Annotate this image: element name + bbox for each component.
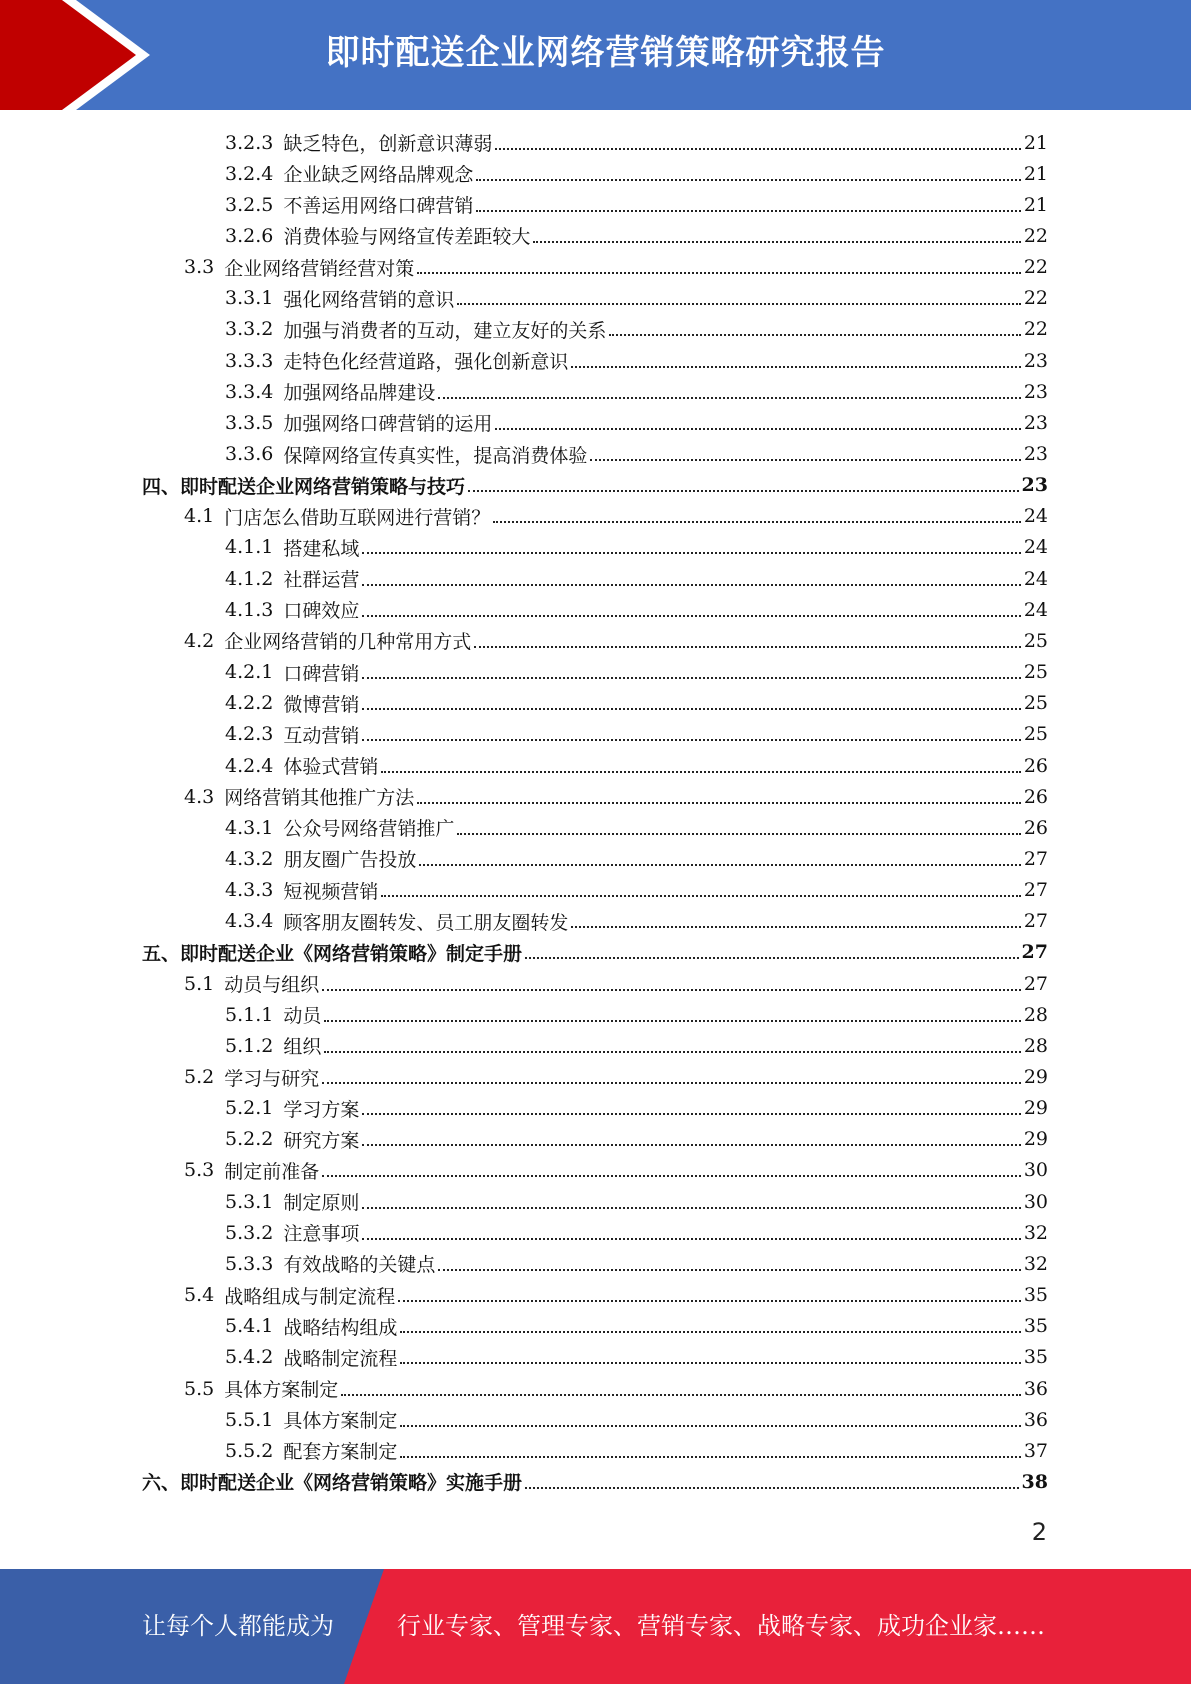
toc-entry-page: 25	[1023, 661, 1048, 684]
toc-entry-number: 5.5.1	[225, 1408, 274, 1431]
toc-entry-number: 4.1.2	[225, 567, 274, 590]
toc-entry-page: 22	[1023, 287, 1048, 310]
toc-entry-number: 4.2.2	[225, 692, 274, 715]
toc-entry-number: 4.3.4	[225, 910, 274, 933]
toc-dot-leader	[525, 1487, 1019, 1489]
toc-entry[interactable]	[142, 470, 1048, 501]
toc-dot-leader	[571, 366, 1020, 368]
toc-dot-leader	[438, 397, 1020, 399]
toc-entry-page: 23	[1023, 349, 1048, 372]
toc-dot-leader	[362, 1207, 1020, 1209]
toc-entry-number: 4.1.1	[225, 536, 274, 559]
toc-entry-number: 4.1.3	[225, 598, 274, 621]
toc-entry-number: 4.3.2	[225, 847, 274, 870]
toc-entry-page: 23	[1023, 380, 1048, 403]
toc-dot-leader	[400, 1456, 1020, 1458]
toc-entry[interactable]	[225, 563, 1048, 594]
toc-entry-number: 4.2.4	[225, 754, 274, 777]
toc-dot-leader	[438, 1269, 1020, 1271]
toc-entry[interactable]	[225, 1124, 1048, 1155]
toc-entry-title: 战略组成与制定流程	[224, 1285, 396, 1308]
toc-entry-title: 配套方案制定	[283, 1441, 398, 1464]
toc-entry-number: 4.2.3	[225, 723, 274, 746]
toc-entry-title: 即时配送企业《网络营销策略》实施手册	[180, 1472, 523, 1495]
toc-entry-title: 保障网络宣传真实性，提高消费体验	[283, 444, 588, 467]
toc-entry-title: 具体方案制定	[224, 1379, 339, 1401]
toc-entry-title: 强化网络营销的意识	[283, 288, 455, 311]
toc-entry-page: 24	[1023, 505, 1048, 528]
toc-dot-leader	[398, 1300, 1021, 1302]
toc-entry[interactable]	[184, 1062, 1048, 1093]
toc-entry-title: 不善运用网络口碑营销	[283, 195, 474, 218]
toc-entry-page: 35	[1023, 1315, 1048, 1338]
toc-entry[interactable]	[225, 999, 1048, 1030]
toc-entry-page: 28	[1023, 1003, 1048, 1026]
toc-dot-leader	[476, 210, 1020, 212]
toc-dot-leader	[324, 1051, 1020, 1053]
footer-roles: 行业专家、管理专家、营销专家、战略专家、成功企业家……	[397, 1612, 1045, 1640]
toc-entry-title: 加强网络口碑营销的运用	[283, 413, 493, 436]
toc-dot-leader	[362, 615, 1020, 617]
toc-entry[interactable]	[225, 1093, 1048, 1124]
toc-entry-number: 4.3.1	[225, 816, 274, 839]
toc-dot-leader	[362, 1113, 1020, 1115]
toc-entry[interactable]	[225, 657, 1048, 688]
toc-entry-number: 5.3.2	[225, 1221, 274, 1244]
toc-dot-leader	[590, 459, 1020, 461]
toc-dot-leader	[400, 1331, 1020, 1333]
toc-entry-title: 即时配送企业网络营销策略与技巧	[180, 475, 466, 498]
toc-entry[interactable]	[225, 1186, 1048, 1217]
toc-entry-title: 网络营销其他推广方法	[224, 787, 415, 810]
toc-entry-title: 企业网络营销的几种常用方式	[224, 631, 472, 654]
toc-entry-title: 企业网络营销经营对策	[224, 257, 415, 280]
toc-entry-number: 3.2.4	[225, 162, 274, 185]
toc-entry-page: 25	[1023, 692, 1048, 715]
toc-dot-leader	[474, 646, 1021, 648]
toc-entry[interactable]	[225, 345, 1048, 376]
toc-entry-number: 5.3.1	[225, 1190, 274, 1213]
toc-entry-page: 29	[1023, 1097, 1048, 1120]
toc-entry-title: 微博营销	[283, 693, 360, 716]
toc-entry-number: 六、	[142, 1472, 181, 1495]
toc-entry[interactable]	[225, 812, 1048, 843]
toc-entry-title: 有效战略的关键点	[283, 1254, 436, 1277]
toc-dot-leader	[341, 1394, 1021, 1396]
toc-dot-leader	[571, 926, 1020, 928]
toc-entry-number: 5.2.1	[225, 1097, 274, 1120]
toc-entry[interactable]	[225, 283, 1048, 314]
toc-entry[interactable]	[184, 1280, 1048, 1311]
toc-entry-title: 门店怎么借助互联网进行营销？	[224, 506, 491, 529]
toc-entry-page: 29	[1023, 1066, 1048, 1088]
toc-entry[interactable]	[225, 1435, 1048, 1466]
toc-entry-number: 4.2	[184, 629, 215, 652]
toc-entry[interactable]	[225, 189, 1048, 220]
toc-entry-number: 3.3.5	[225, 411, 274, 434]
toc-entry-title: 互动营销	[283, 724, 360, 747]
toc-entry-page: 23	[1023, 411, 1048, 434]
toc-entry-title: 短视频营销	[283, 880, 379, 903]
page-number: 2	[1031, 1518, 1047, 1546]
toc-entry-page: 36	[1023, 1377, 1048, 1400]
toc-entry-page: 38	[1021, 1470, 1048, 1493]
toc-entry-number: 四、	[142, 475, 181, 498]
toc-dot-leader	[417, 802, 1021, 804]
toc-entry-page: 26	[1023, 816, 1048, 839]
toc-entry-page: 32	[1023, 1252, 1048, 1275]
toc-entry[interactable]	[225, 1311, 1048, 1342]
toc-entry-number: 5.3	[184, 1159, 215, 1182]
toc-entry-page: 27	[1023, 910, 1048, 933]
toc-dot-leader	[381, 771, 1020, 773]
toc-entry-number: 3.3.2	[225, 318, 274, 341]
toc-dot-leader	[324, 1020, 1020, 1022]
toc-entry[interactable]	[225, 906, 1048, 937]
toc-entry[interactable]	[184, 625, 1048, 656]
toc-entry[interactable]	[142, 937, 1048, 968]
toc-entry-title: 加强与消费者的互动，建立友好的关系	[283, 319, 607, 342]
toc-entry-title: 战略制定流程	[283, 1347, 398, 1370]
toc-entry-title: 社群运营	[283, 569, 360, 592]
toc-entry-number: 5.4	[184, 1284, 215, 1307]
toc-entry[interactable]	[225, 1030, 1048, 1061]
toc-entry-page: 21	[1023, 162, 1048, 185]
toc-entry-title: 学习方案	[283, 1098, 360, 1121]
toc-entry-title: 口碑营销	[283, 662, 360, 685]
toc-entry-title: 注意事项	[283, 1223, 360, 1246]
toc-entry-title: 加强网络品牌建设	[283, 382, 436, 405]
toc-entry-page: 27	[1023, 972, 1048, 995]
toc-entry[interactable]	[225, 875, 1048, 906]
toc-entry-number: 4.1	[184, 505, 215, 528]
toc-dot-leader	[322, 989, 1021, 991]
toc-entry-title: 搭建私域	[283, 537, 360, 560]
toc-entry[interactable]	[184, 781, 1048, 812]
toc-entry[interactable]	[142, 1466, 1048, 1497]
toc-entry-title: 走特色化经营道路，强化创新意识	[283, 351, 569, 374]
toc-dot-leader	[609, 334, 1020, 336]
page-footer	[0, 1569, 1191, 1684]
toc-entry-title: 公众号网络营销推广	[283, 818, 455, 841]
toc-entry-page: 26	[1023, 785, 1048, 808]
toc-entry-title: 制定原则	[283, 1192, 360, 1215]
toc-entry[interactable]	[225, 688, 1048, 719]
toc-entry-number: 3.3.1	[225, 287, 274, 310]
toc-entry-page: 24	[1023, 598, 1048, 621]
toc-entry-page: 27	[1021, 941, 1048, 964]
toc-entry-page: 25	[1023, 629, 1048, 652]
toc-entry-page: 27	[1023, 879, 1048, 902]
toc-dot-leader	[381, 895, 1020, 897]
toc-entry-page: 26	[1023, 754, 1048, 777]
toc-dot-leader	[400, 1425, 1020, 1427]
toc-entry-number: 5.4.2	[225, 1346, 274, 1369]
toc-entry[interactable]	[225, 532, 1048, 563]
toc-entry-number: 5.3.3	[225, 1252, 274, 1275]
toc-entry-page: 28	[1023, 1034, 1048, 1057]
toc-dot-leader	[362, 1144, 1020, 1146]
toc-entry-title: 组织	[283, 1036, 322, 1059]
toc-dot-leader	[419, 864, 1020, 866]
toc-entry-title: 消费体验与网络宣传差距较大	[283, 226, 531, 249]
toc-entry-page: 23	[1021, 474, 1048, 497]
toc-dot-leader	[362, 1238, 1020, 1240]
footer-slogan: 让每个人都能成为	[142, 1612, 334, 1640]
toc-dot-leader	[362, 708, 1020, 710]
toc-entry[interactable]	[184, 1373, 1048, 1404]
toc-entry[interactable]	[225, 594, 1048, 625]
toc-entry-number: 4.3.3	[225, 879, 274, 902]
toc-entry-page: 21	[1023, 131, 1048, 154]
toc-entry-number: 4.3	[184, 785, 215, 808]
toc-entry-page: 25	[1023, 723, 1048, 746]
toc-dot-leader	[362, 677, 1020, 679]
toc-dot-leader	[400, 1362, 1020, 1364]
toc-entry[interactable]	[184, 501, 1048, 532]
toc-dot-leader	[525, 957, 1019, 959]
toc-dot-leader	[362, 584, 1020, 586]
toc-entry[interactable]	[225, 439, 1048, 470]
toc-entry[interactable]	[225, 127, 1048, 158]
toc-entry[interactable]	[184, 252, 1048, 283]
toc-entry-page: 21	[1023, 193, 1048, 216]
toc-entry-title: 动员	[283, 1005, 322, 1028]
toc-entry[interactable]	[225, 1342, 1048, 1373]
toc-entry-page: 22	[1023, 256, 1048, 279]
toc-entry-number: 5.1.1	[225, 1003, 274, 1026]
toc-dot-leader	[468, 490, 1019, 492]
toc-entry-title: 企业缺乏网络品牌观念	[283, 164, 474, 187]
toc-entry-number: 3.3.3	[225, 349, 274, 372]
toc-entry-page: 30	[1023, 1159, 1048, 1182]
toc-dot-leader	[322, 1082, 1021, 1084]
toc-entry[interactable]	[225, 314, 1048, 345]
toc-entry-title: 动员与组织	[224, 974, 320, 997]
toc-dot-leader	[495, 148, 1020, 150]
toc-entry[interactable]	[184, 968, 1048, 999]
toc-dot-leader	[457, 303, 1020, 305]
toc-dot-leader	[533, 241, 1020, 243]
page-header	[0, 0, 1191, 110]
toc-entry-number: 4.2.1	[225, 661, 274, 684]
toc-entry[interactable]	[225, 843, 1048, 874]
toc-entry[interactable]	[225, 1217, 1048, 1248]
toc-entry-number: 5.5.2	[225, 1439, 274, 1462]
toc-dot-leader	[495, 428, 1020, 430]
toc-dot-leader	[493, 521, 1021, 523]
toc-dot-leader	[457, 833, 1020, 835]
toc-entry-number: 3.3.6	[225, 443, 274, 465]
toc-entry[interactable]	[225, 407, 1048, 438]
toc-entry-number: 5.1	[184, 972, 215, 995]
toc-entry-title: 顾客朋友圈转发、员工朋友圈转发	[283, 911, 569, 934]
toc-entry-page: 24	[1023, 567, 1048, 590]
toc-entry-title: 朋友圈广告投放	[283, 849, 417, 872]
toc-entry-number: 5.4.1	[225, 1315, 274, 1338]
toc-entry-page: 30	[1023, 1190, 1048, 1213]
toc-entry[interactable]	[225, 376, 1048, 407]
toc-entry-number: 五、	[142, 942, 181, 965]
toc-entry-title: 学习与研究	[224, 1067, 320, 1090]
toc-dot-leader	[322, 1175, 1021, 1177]
toc-entry-number: 3.2.6	[225, 224, 274, 247]
toc-entry-title: 研究方案	[283, 1129, 360, 1152]
toc-entry-number: 3.3	[184, 256, 215, 279]
toc-entry-number: 5.2	[184, 1066, 215, 1088]
toc-entry-page: 22	[1023, 224, 1048, 247]
toc-entry-title: 缺乏特色，创新意识薄弱	[283, 133, 493, 155]
toc-entry-page: 27	[1023, 847, 1048, 870]
toc-entry-page: 24	[1023, 536, 1048, 559]
toc-entry[interactable]	[225, 220, 1048, 251]
toc-entry-title: 口碑效应	[283, 600, 360, 623]
toc-entry-page: 36	[1023, 1408, 1048, 1431]
toc-entry[interactable]	[225, 750, 1048, 781]
toc-entry-title: 制定前准备	[224, 1160, 320, 1183]
toc-dot-leader	[476, 179, 1020, 181]
toc-entry-number: 3.2.5	[225, 193, 274, 216]
toc-entry[interactable]	[184, 1155, 1048, 1186]
toc-entry[interactable]	[225, 1248, 1048, 1279]
header-title: 即时配送企业网络营销策略研究报告	[325, 33, 886, 73]
toc-entry-page: 35	[1023, 1346, 1048, 1369]
toc-entry-page: 23	[1023, 443, 1048, 465]
toc-entry-number: 5.1.2	[225, 1034, 274, 1057]
toc-entry-number: 3.2.3	[225, 131, 274, 154]
toc-entry-number: 3.3.4	[225, 380, 274, 403]
toc-entry-page: 37	[1023, 1439, 1048, 1462]
toc-dot-leader	[417, 272, 1021, 274]
toc-dot-leader	[362, 739, 1020, 741]
toc-entry-number: 5.2.2	[225, 1128, 274, 1151]
toc-entry-title: 即时配送企业《网络营销策略》制定手册	[180, 942, 523, 965]
toc-entry-title: 体验式营销	[283, 756, 379, 778]
toc-entry-page: 29	[1023, 1128, 1048, 1151]
toc-entry-title: 具体方案制定	[283, 1410, 398, 1433]
toc-entry-page: 32	[1023, 1221, 1048, 1244]
toc-entry[interactable]	[225, 158, 1048, 189]
toc-entry-page: 35	[1023, 1284, 1048, 1307]
toc-entry[interactable]	[225, 719, 1048, 750]
toc-entry-title: 战略结构组成	[283, 1316, 398, 1339]
toc-entry[interactable]	[225, 1404, 1048, 1435]
toc-dot-leader	[362, 552, 1020, 554]
toc-entry-number: 5.5	[184, 1377, 215, 1400]
toc-entry-page: 22	[1023, 318, 1048, 341]
